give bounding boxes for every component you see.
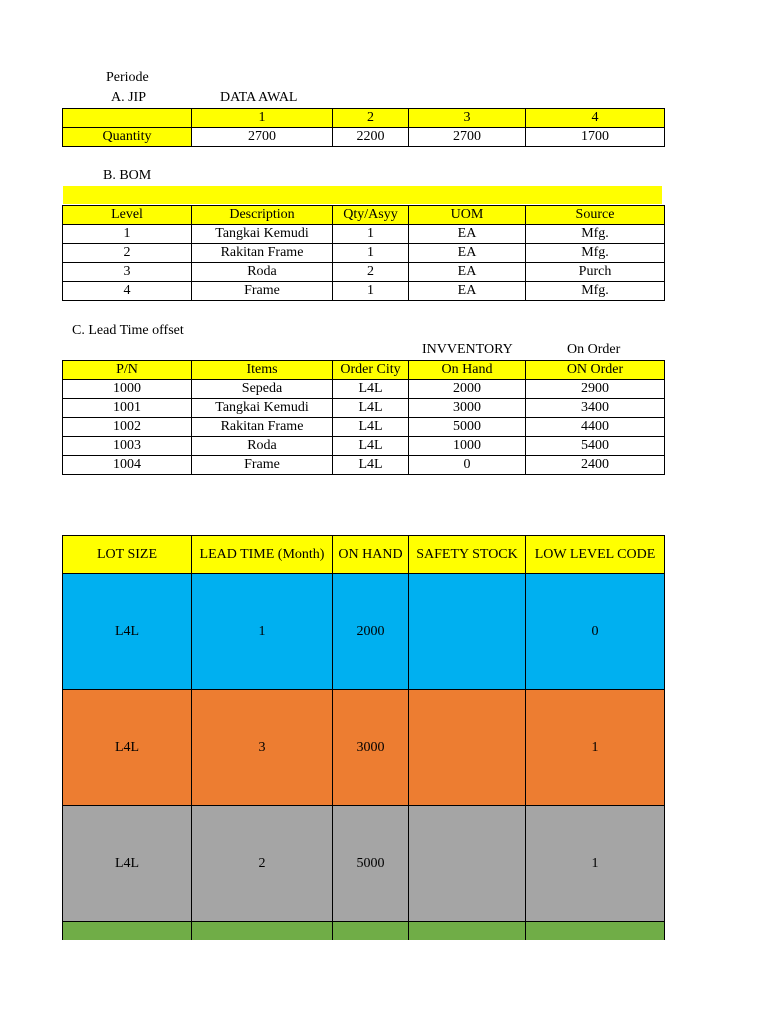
table-cell: 1700 <box>526 128 665 147</box>
table-cell: L4L <box>63 806 192 922</box>
table-cell: 1004 <box>63 456 192 475</box>
table-cell <box>409 574 526 690</box>
lead-time-table <box>62 360 665 475</box>
column-header: UOM <box>409 206 526 225</box>
table-cell: 1001 <box>63 399 192 418</box>
section-a-title: A. JIP <box>111 90 147 105</box>
table-cell: Rakitan Frame <box>192 418 333 437</box>
table-row <box>63 263 665 282</box>
table-cell: 3000 <box>333 690 409 806</box>
table-cell <box>63 109 192 128</box>
column-header: Items <box>192 361 333 380</box>
table-cell: 2000 <box>333 574 409 690</box>
table-cell: 3000 <box>409 399 526 418</box>
table-cell: EA <box>409 263 526 282</box>
table-cell: EA <box>409 282 526 301</box>
table-row <box>63 225 665 244</box>
column-header: LOW LEVEL CODE <box>526 536 665 574</box>
table-cell <box>409 806 526 922</box>
section-c-title: C. Lead Time offset <box>72 323 184 338</box>
lot-size-table <box>62 535 665 940</box>
table-cell: 1 <box>526 806 665 922</box>
table-cell: 1000 <box>409 437 526 456</box>
table-cell <box>333 922 409 941</box>
table-cell: 5400 <box>526 437 665 456</box>
table-cell <box>192 922 333 941</box>
column-header: P/N <box>63 361 192 380</box>
table-row <box>63 418 665 437</box>
table-cell: 4400 <box>526 418 665 437</box>
table-cell: 5000 <box>333 806 409 922</box>
table-cell: 2 <box>63 244 192 263</box>
table-cell: 4 <box>63 282 192 301</box>
table-header-row <box>63 361 665 380</box>
table-row <box>63 109 665 128</box>
table-cell: Roda <box>192 263 333 282</box>
table-cell: 1 <box>192 574 333 690</box>
table-cell: 2 <box>333 109 409 128</box>
table-cell: L4L <box>333 399 409 418</box>
table-cell: 1 <box>63 225 192 244</box>
column-header: SAFETY STOCK <box>409 536 526 574</box>
table-cell: 0 <box>409 456 526 475</box>
table-cell: 2 <box>333 263 409 282</box>
periode-label: Periode <box>106 70 149 85</box>
table-cell: 2000 <box>409 380 526 399</box>
table-header-row <box>63 206 665 225</box>
table-cell <box>63 922 192 941</box>
table-cell: L4L <box>333 456 409 475</box>
table-cell: Frame <box>192 456 333 475</box>
section-b-title: B. BOM <box>103 168 152 183</box>
table-cell: Roda <box>192 437 333 456</box>
table-row <box>63 244 665 263</box>
table-cell: 1003 <box>63 437 192 456</box>
table-cell: 1000 <box>63 380 192 399</box>
table-cell: Frame <box>192 282 333 301</box>
table-cell: 3400 <box>526 399 665 418</box>
table-row <box>63 806 665 922</box>
table-cell: 1 <box>333 244 409 263</box>
table-cell: Purch <box>526 263 665 282</box>
row-label: Quantity <box>63 128 192 147</box>
table-cell: 1 <box>192 109 333 128</box>
table-cell: L4L <box>333 418 409 437</box>
table-cell: Mfg. <box>526 282 665 301</box>
table-cell: 1 <box>333 225 409 244</box>
highlight-bar <box>63 186 662 204</box>
table-cell: L4L <box>63 690 192 806</box>
column-header: On Hand <box>409 361 526 380</box>
table-cell: 3 <box>409 109 526 128</box>
table-cell: 1002 <box>63 418 192 437</box>
table-cell: Rakitan Frame <box>192 244 333 263</box>
table-row <box>63 437 665 456</box>
table-cell: Sepeda <box>192 380 333 399</box>
table-cell: 2400 <box>526 456 665 475</box>
table-cell: 1 <box>526 690 665 806</box>
table-row <box>63 128 665 147</box>
table-cell: L4L <box>333 380 409 399</box>
table-row <box>63 282 665 301</box>
bom-table <box>62 205 665 301</box>
table-cell: 1 <box>333 282 409 301</box>
table-cell: 2200 <box>333 128 409 147</box>
table-cell <box>526 922 665 941</box>
column-header: Source <box>526 206 665 225</box>
table-cell: 0 <box>526 574 665 690</box>
column-header: Description <box>192 206 333 225</box>
data-awal-label: DATA AWAL <box>220 90 298 105</box>
table-row <box>63 922 665 941</box>
table-cell: 2 <box>192 806 333 922</box>
column-header: ON Order <box>526 361 665 380</box>
table-cell: Tangkai Kemudi <box>192 225 333 244</box>
table-row <box>63 574 665 690</box>
table-row <box>63 399 665 418</box>
column-header: LEAD TIME (Month) <box>192 536 333 574</box>
table-row <box>63 456 665 475</box>
table-cell <box>409 690 526 806</box>
table-row <box>63 380 665 399</box>
column-header: Qty/Asyy <box>333 206 409 225</box>
column-header: LOT SIZE <box>63 536 192 574</box>
table-cell <box>409 922 526 941</box>
table-cell: 3 <box>63 263 192 282</box>
table-cell: EA <box>409 225 526 244</box>
table-cell: 2700 <box>409 128 526 147</box>
table-cell: Mfg. <box>526 244 665 263</box>
table-cell: Tangkai Kemudi <box>192 399 333 418</box>
table-cell: 2700 <box>192 128 333 147</box>
column-header: Level <box>63 206 192 225</box>
table-cell: EA <box>409 244 526 263</box>
table-cell: L4L <box>333 437 409 456</box>
inventory-label: INVVENTORY <box>422 342 513 357</box>
table-cell: 2900 <box>526 380 665 399</box>
table-header-row <box>63 536 665 574</box>
table-cell: L4L <box>63 574 192 690</box>
column-header: Order City <box>333 361 409 380</box>
table-cell: 5000 <box>409 418 526 437</box>
table-row <box>63 690 665 806</box>
column-header: ON HAND <box>333 536 409 574</box>
table-cell: 4 <box>526 109 665 128</box>
table-cell: Mfg. <box>526 225 665 244</box>
jip-table <box>62 108 665 147</box>
table-cell: 3 <box>192 690 333 806</box>
on-order-label: On Order <box>567 342 621 357</box>
